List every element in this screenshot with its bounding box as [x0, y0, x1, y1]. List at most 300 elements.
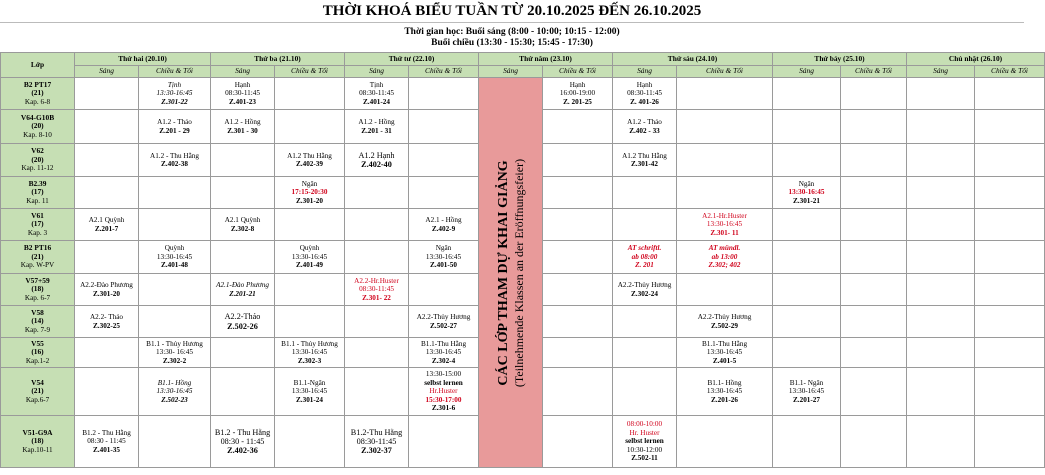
schedule-cell: [543, 209, 613, 241]
opening-ceremony-banner: [479, 78, 543, 468]
schedule-cell: [773, 78, 841, 110]
cell-line: B1.1-Thu Hằng: [701, 339, 748, 348]
schedule-cell: [975, 177, 1045, 209]
cell-line: Quỳnh: [299, 244, 320, 253]
class-cell: [1, 416, 75, 468]
session-afternoon-header: Chiều & Tối: [975, 66, 1045, 78]
class-chapter: Kap. 11-12: [21, 164, 54, 173]
cell-line: A2.2-Đào Phương: [80, 281, 133, 290]
cell-line: A2.2-Thủy Hương: [416, 313, 471, 322]
schedule-cell: [907, 241, 975, 274]
cell-line: 13:30-16:45: [788, 188, 825, 197]
cell-line: 08:30-11:45: [627, 89, 662, 98]
schedule-cell: [841, 78, 907, 110]
schedule-cell: [841, 177, 907, 209]
day-header: Thứ hai (20.10): [75, 53, 211, 66]
schedule-cell: [75, 274, 139, 306]
schedule-cell: [345, 177, 409, 209]
schedule-cell: [409, 241, 479, 274]
schedule-cell: [773, 241, 841, 274]
schedule-cell: [345, 368, 409, 416]
cell-line: Z.302-3: [297, 356, 322, 365]
class-cell: [1, 78, 75, 110]
cell-line: Hạnh: [569, 80, 586, 89]
schedule-cell: [907, 274, 975, 306]
cell-line: Z.502-11: [631, 454, 658, 463]
class-name: B2 PT17: [23, 79, 52, 89]
schedule-cell: [677, 177, 773, 209]
schedule-cell: [613, 338, 677, 368]
class-chapter: Kap. 11: [26, 196, 49, 205]
class-cell: [1, 209, 75, 241]
schedule-cell: [409, 338, 479, 368]
schedule-cell: [677, 209, 773, 241]
cell-line: Z.301-22: [161, 97, 188, 106]
session-afternoon-header: Chiều & Tối: [841, 66, 907, 78]
cell-line: Z.301- 11: [710, 228, 739, 237]
session-morning-header: Sáng: [75, 66, 139, 78]
cell-line: B1.1 - Thủy Hương: [146, 339, 203, 348]
cell-line: 16:00-19:00: [559, 89, 596, 98]
class-cell: [1, 368, 75, 416]
cell-line: Z.402-9: [431, 224, 456, 233]
cell-line: B1.1- Hồng: [157, 378, 192, 387]
class-cell: [1, 110, 75, 144]
schedule-cell: [677, 78, 773, 110]
schedule-cell: [409, 144, 479, 177]
cell-line: B1.1- Hồng: [707, 378, 742, 387]
cell-line: Z.302-2: [162, 356, 187, 365]
schedule-cell: [75, 338, 139, 368]
schedule-cell: [543, 144, 613, 177]
cell-line: A2.1 Quỳnh: [224, 216, 261, 225]
schedule-cell: [773, 110, 841, 144]
cell-line: 13:30-16:45: [156, 387, 193, 396]
schedule-cell: [75, 144, 139, 177]
schedule-cell: [211, 144, 275, 177]
table-row: [1, 78, 1045, 110]
session-afternoon-header: Chiều & Tối: [409, 66, 479, 78]
class-chapter: Kap.6-7: [25, 395, 50, 404]
cell-line: A2.1 Quỳnh: [88, 216, 125, 225]
cell-line: A2.2-Hr.Huster: [354, 276, 399, 285]
cell-line: Z.201-26: [711, 395, 738, 404]
cell-line: 08:30 - 11:45: [220, 436, 265, 446]
class-chapter: Kap.10-11: [22, 445, 53, 454]
schedule-cell: [275, 368, 345, 416]
schedule-cell: [211, 241, 275, 274]
schedule-cell: [275, 306, 345, 338]
schedule-cell: [841, 368, 907, 416]
cell-line: A1.2 - Thu Hằng: [150, 151, 199, 160]
cell-line: Hạnh: [636, 80, 653, 89]
schedule-cell: [543, 177, 613, 209]
cell-line: Z.201-21: [229, 289, 256, 298]
schedule-cell: [773, 368, 841, 416]
class-cell: [1, 338, 75, 368]
cell-line: Z.402 - 33: [629, 126, 660, 135]
schedule-cell: [211, 368, 275, 416]
schedule-cell: [907, 306, 975, 338]
cell-line: Z.301-21: [793, 196, 820, 205]
class-name: V51-G9A: [22, 427, 53, 437]
schedule-cell: [345, 274, 409, 306]
schedule-cell: [975, 274, 1045, 306]
class-name: V54: [31, 377, 44, 387]
schedule-cell: [677, 338, 773, 368]
cell-line: AT schriftl.: [627, 244, 662, 253]
cell-line: Z.201-27: [793, 395, 820, 404]
schedule-cell: [139, 110, 211, 144]
cell-line: Ngân: [798, 179, 815, 188]
cell-line: Z.401-23: [229, 97, 256, 106]
schedule-cell: [543, 416, 613, 468]
schedule-cell: [975, 306, 1045, 338]
schedule-cell: [773, 338, 841, 368]
cell-line: 13:30-15:00: [425, 370, 462, 379]
cell-line: 13:30-16:45: [425, 348, 462, 357]
cell-line: Z.302; 402: [708, 261, 741, 270]
class-cell: [1, 177, 75, 209]
schedule-cell: [409, 274, 479, 306]
schedule-cell: [75, 416, 139, 468]
schedule-cell: [613, 78, 677, 110]
schedule-cell: [841, 416, 907, 468]
schedule-cell: [75, 368, 139, 416]
day-header: Thứ bảy (25.10): [773, 53, 907, 66]
cell-line: Z. 201: [635, 261, 654, 270]
cell-line: Z.301-6: [431, 404, 456, 413]
class-chapter: Kap. 6-8: [24, 97, 51, 106]
cell-line: Quỳnh: [164, 244, 185, 253]
cell-line: Z.401-50: [430, 261, 457, 270]
schedule-cell: [409, 177, 479, 209]
schedule-cell: [409, 416, 479, 468]
schedule-cell: [275, 241, 345, 274]
cell-line: 08:00-10:00: [626, 420, 663, 429]
day-header: Thứ sáu (24.10): [613, 53, 773, 66]
cell-line: A2.2-Thủy Hương: [617, 281, 672, 290]
class-cell: [1, 274, 75, 306]
schedule-cell: [139, 241, 211, 274]
cell-line: B1.1-Ngân: [293, 378, 326, 387]
schedule-cell: [211, 209, 275, 241]
schedule-cell: [841, 338, 907, 368]
schedule-cell: [139, 368, 211, 416]
schedule-cell: [275, 110, 345, 144]
schedule-cell: [139, 209, 211, 241]
cell-line: 08:30-11:45: [356, 436, 397, 446]
cell-line: Z.301-20: [296, 196, 323, 205]
schedule-cell: [275, 209, 345, 241]
schedule-cell: [907, 78, 975, 110]
session-morning-header: Sáng: [773, 66, 841, 78]
schedule-cell: [907, 110, 975, 144]
schedule-cell: [677, 306, 773, 338]
class-chapter: Kap.1-2: [25, 356, 50, 365]
cell-line: Z.401-24: [363, 97, 390, 106]
cell-line: 13:30-16:45: [291, 252, 328, 261]
cell-line: Z.502-23: [161, 395, 188, 404]
cell-line: A2.1-Đào Phương: [216, 281, 269, 290]
schedule-cell: [139, 78, 211, 110]
cell-line: A1.2 - Hồng: [224, 118, 261, 127]
cell-line: Z.301-42: [631, 160, 658, 168]
cell-line: A1.2 Thu Hằng: [622, 151, 667, 160]
schedule-cell: [139, 274, 211, 306]
schedule-cell: [773, 274, 841, 306]
cell-line: Z.402-39: [296, 160, 323, 168]
schedule-cell: [409, 209, 479, 241]
schedule-cell: [975, 241, 1045, 274]
class-size: (18): [31, 436, 44, 446]
cell-line: Z.401-49: [296, 261, 323, 270]
schedule-cell: [613, 416, 677, 468]
schedule-cell: [677, 144, 773, 177]
schedule-cell: [139, 144, 211, 177]
cell-line: Z.301-24: [296, 395, 323, 404]
cell-line: Z. 401-26: [630, 97, 659, 106]
class-name: V55: [31, 338, 44, 348]
schedule-cell: [773, 209, 841, 241]
cell-line: 13:30-16:45: [706, 387, 743, 396]
schedule-cell: [613, 306, 677, 338]
cell-line: Z.401-35: [93, 445, 120, 454]
schedule-cell: [841, 209, 907, 241]
schedule-cell: [907, 144, 975, 177]
schedule-cell: [275, 274, 345, 306]
schedule-cell: [139, 416, 211, 468]
schedule-cell: [75, 241, 139, 274]
schedule-cell: [543, 241, 613, 274]
header-lop: Lớp: [1, 53, 75, 78]
schedule-cell: [907, 338, 975, 368]
class-size: (20): [31, 154, 44, 164]
class-size: (14): [31, 316, 44, 326]
cell-line: B1.1 - Thủy Hương: [281, 339, 338, 348]
class-size: (18): [31, 284, 44, 294]
cell-line: Ngân: [435, 244, 452, 253]
schedule-cell: [211, 110, 275, 144]
schedule-cell: [975, 110, 1045, 144]
schedule-cell: [841, 274, 907, 306]
banner-text: [496, 158, 526, 386]
day-header: Chủ nhật (26.10): [907, 53, 1045, 66]
schedule-cell: [275, 144, 345, 177]
cell-line: Ngân: [301, 179, 318, 188]
day-header: Thứ năm (23.10): [479, 53, 613, 66]
class-size: (21): [31, 386, 44, 396]
cell-line: selbst lernen: [424, 378, 463, 387]
afternoon-hours: Buổi chiều (13:30 - 15:30; 15:45 - 17:30): [431, 38, 593, 48]
cell-line: A1.2 Hạnh: [358, 150, 395, 160]
cell-line: A2.1-Hr.Huster: [702, 211, 747, 220]
cell-line: Z.302-24: [631, 289, 658, 298]
schedule-cell: [211, 306, 275, 338]
cell-line: Z.302-8: [230, 224, 255, 233]
cell-line: Z. 201-25: [563, 97, 592, 106]
cell-line: Z.302-37: [361, 446, 392, 456]
class-name: B2.39: [28, 178, 47, 188]
cell-line: 08:30-11:45: [359, 285, 394, 294]
schedule-cell: [409, 368, 479, 416]
schedule-cell: [543, 338, 613, 368]
cell-line: Hr. Huster: [629, 428, 660, 437]
banner-subtitle: (Teilnehmende Klassen an der Eröffnungsfeier): [511, 158, 526, 387]
schedule-cell: [773, 177, 841, 209]
schedule-cell: [677, 368, 773, 416]
day-header: Thứ tư (22.10): [345, 53, 479, 66]
cell-line: selbst lernen: [625, 437, 664, 446]
schedule-cell: [75, 177, 139, 209]
schedule-cell: [907, 368, 975, 416]
schedule-cell: [275, 177, 345, 209]
cell-line: Z.302-4: [431, 356, 456, 365]
session-afternoon-header: Chiều & Tối: [543, 66, 613, 78]
schedule-cell: [613, 209, 677, 241]
cell-line: ab 08:00: [631, 252, 658, 261]
schedule-cell: [613, 177, 677, 209]
schedule-cell: [543, 306, 613, 338]
schedule-cell: [773, 306, 841, 338]
cell-line: B1.2 - Thu Hằng: [82, 428, 131, 437]
schedule-cell: [275, 78, 345, 110]
cell-line: Z.402-40: [361, 160, 392, 169]
schedule-cell: [773, 144, 841, 177]
class-name: V61: [31, 210, 44, 220]
schedule-cell: [907, 416, 975, 468]
cell-line: B1.2-Thu Hằng: [350, 427, 403, 437]
morning-hours: Thời gian học: Buổi sáng (8:00 - 10:00; 10:15 - 12:00): [404, 27, 620, 37]
schedule-cell: [975, 144, 1045, 177]
cell-line: 13:30-16:45: [706, 220, 743, 229]
cell-line: Z.201 - 31: [361, 126, 392, 135]
session-morning-header: Sáng: [907, 66, 975, 78]
cell-line: B1.1-Thu Hằng: [420, 339, 467, 348]
timetable: [0, 52, 1045, 468]
cell-line: 08:30-11:45: [359, 89, 394, 98]
schedule-cell: [139, 306, 211, 338]
schedule-cell: [275, 338, 345, 368]
schedule-cell: [345, 209, 409, 241]
class-cell: [1, 241, 75, 274]
session-afternoon-header: Chiều & Tối: [139, 66, 211, 78]
cell-line: AT mündl.: [708, 244, 741, 253]
cell-line: Hạnh: [234, 80, 251, 89]
session-afternoon-header: Chiều & Tối: [275, 66, 345, 78]
cell-line: Z.502-26: [227, 321, 258, 331]
cell-line: Z.301- 22: [362, 293, 391, 302]
class-name: B2 PT16: [23, 243, 52, 253]
cell-line: A1.2 - Hồng: [358, 118, 395, 127]
schedule-cell: [907, 209, 975, 241]
schedule-cell: [75, 78, 139, 110]
cell-line: Z.402-36: [227, 446, 258, 456]
cell-line: Tịnh: [369, 80, 384, 89]
class-cell: [1, 306, 75, 338]
cell-line: 17:15-20:30: [291, 188, 328, 197]
class-chapter: Kap. 3: [27, 228, 48, 237]
class-name: V57+59: [25, 275, 50, 285]
cell-line: 08:30-11:45: [225, 89, 260, 98]
schedule-cell: [841, 306, 907, 338]
cell-line: 13:30-16:45: [291, 387, 328, 396]
cell-line: 13:30-16:45: [156, 252, 193, 261]
schedule-cell: [975, 416, 1045, 468]
cell-line: 13:30- 16:45: [156, 348, 193, 357]
schedule-cell: [613, 368, 677, 416]
cell-line: A2.1 - Hồng: [425, 216, 462, 225]
schedule-cell: [139, 338, 211, 368]
schedule-cell: [677, 274, 773, 306]
session-morning-header: Sáng: [479, 66, 543, 78]
cell-line: A2.2-Thủy Hương: [697, 313, 752, 322]
schedule-cell: [75, 209, 139, 241]
cell-line: A1.2 - Thảo: [627, 118, 662, 127]
cell-line: A2.2-Thảo: [224, 312, 261, 322]
cell-line: Z.401-48: [161, 261, 188, 270]
page-title: THỜI KHOÁ BIỂU TUẦN TỪ 20.10.2025 ĐẾN 26.10.2025: [0, 0, 1024, 23]
cell-line: Z.301-20: [93, 289, 120, 298]
schedule-cell: [543, 274, 613, 306]
session-morning-header: Sáng: [345, 66, 409, 78]
schedule-cell: [975, 368, 1045, 416]
cell-line: Z.502-29: [711, 321, 738, 330]
cell-line: 15:30-17:00: [425, 395, 462, 404]
schedule-cell: [211, 274, 275, 306]
schedule-cell: [75, 306, 139, 338]
class-chapter: Kap. 7-9: [24, 325, 51, 334]
cell-line: Z.302-25: [93, 321, 120, 330]
schedule-cell: [975, 209, 1045, 241]
session-morning-header: Sáng: [211, 66, 275, 78]
schedule-cell: [211, 78, 275, 110]
cell-line: 13:30-16:45: [788, 387, 825, 396]
schedule-cell: [543, 78, 613, 110]
schedule-subtitle: [0, 23, 1024, 49]
cell-line: B1.2 - Thu Hằng: [214, 427, 271, 437]
schedule-cell: [139, 177, 211, 209]
schedule-cell: [345, 78, 409, 110]
day-header: Thứ ba (21.10): [211, 53, 345, 66]
cell-line: Z.201-7: [94, 224, 119, 233]
session-afternoon-header: Chiều & Tối: [677, 66, 773, 78]
schedule-cell: [841, 144, 907, 177]
class-size: (17): [31, 187, 44, 197]
cell-line: Z.502-27: [430, 321, 457, 330]
schedule-cell: [773, 416, 841, 468]
schedule-cell: [345, 144, 409, 177]
class-size: (21): [31, 251, 44, 261]
schedule-cell: [613, 274, 677, 306]
cell-line: A1.2 - Thảo: [157, 118, 192, 127]
schedule-cell: [677, 416, 773, 468]
cell-line: A2.2- Thảo: [89, 313, 123, 322]
class-size: (16): [31, 347, 44, 357]
cell-line: A1.2 Thu Hằng: [287, 151, 332, 160]
schedule-cell: [211, 177, 275, 209]
cell-line: Z.402-38: [161, 160, 188, 168]
class-size: (21): [31, 88, 44, 98]
class-name: V58: [31, 307, 44, 317]
cell-line: 13:30-16:45: [425, 252, 462, 261]
schedule-cell: [409, 306, 479, 338]
schedule-cell: [275, 416, 345, 468]
schedule-cell: [211, 338, 275, 368]
schedule-cell: [345, 338, 409, 368]
schedule-cell: [841, 110, 907, 144]
schedule-cell: [543, 110, 613, 144]
